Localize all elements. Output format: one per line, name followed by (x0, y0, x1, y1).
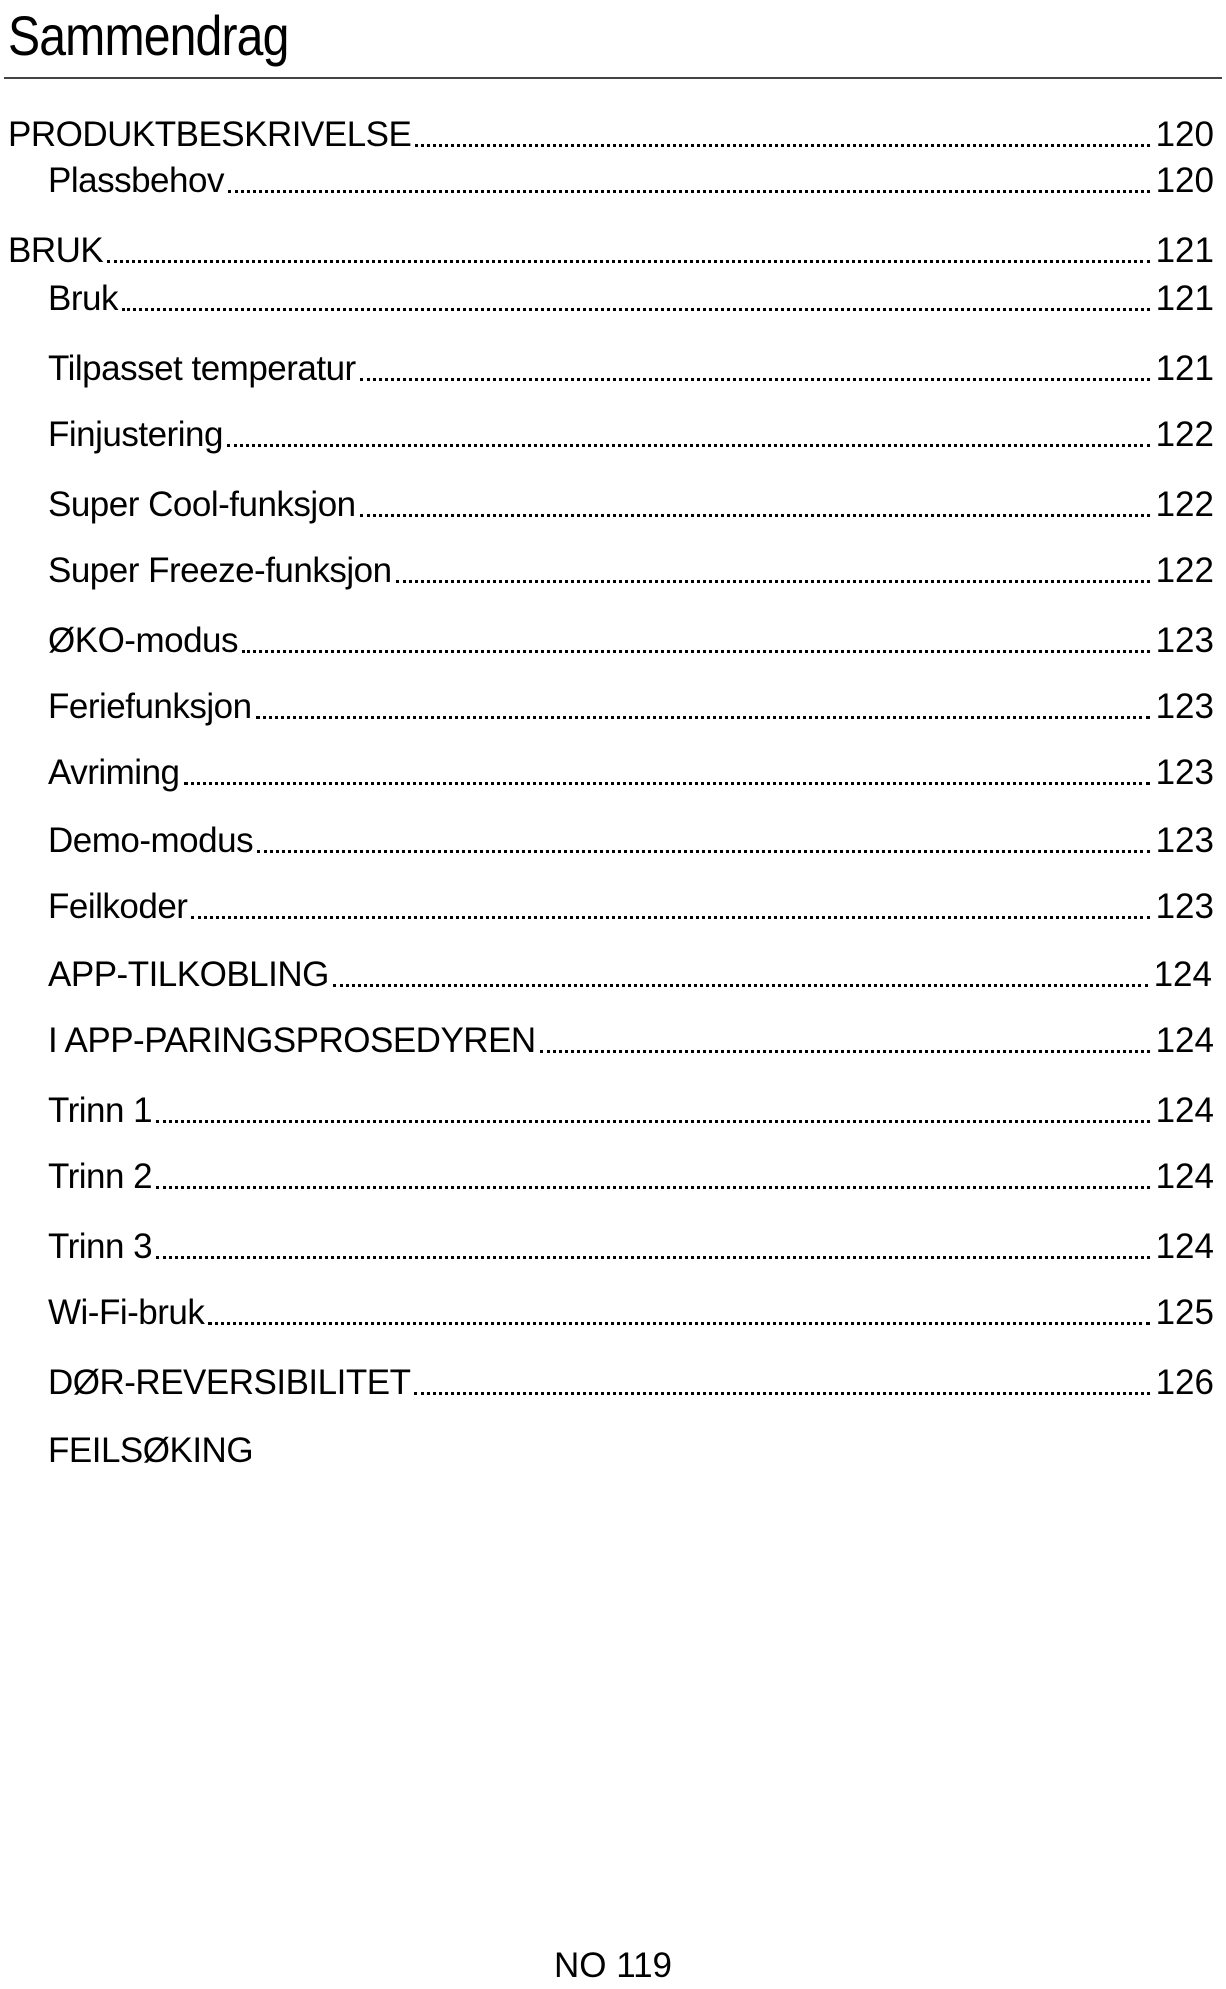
dot-leader (333, 984, 1148, 987)
toc-entry-feilkoder[interactable] (48, 884, 1214, 930)
dot-leader (208, 1322, 1149, 1325)
toc-entry-page: 123 (1155, 821, 1214, 860)
toc-entry-page: 123 (1155, 621, 1214, 660)
toc-entry-tilpasset-temperatur[interactable] (48, 346, 1214, 392)
toc-entry-trinn-3[interactable] (48, 1224, 1214, 1270)
toc-entry-label: Bruk (48, 279, 118, 318)
toc-entry-page: 124 (1153, 955, 1212, 994)
toc-entry-avriming[interactable] (48, 750, 1214, 796)
toc-entry-page: 123 (1155, 887, 1214, 926)
toc-entry-page: 125 (1155, 1293, 1214, 1332)
toc-entry-label: BRUK (8, 231, 104, 270)
toc-entry-label: Super Cool-funksjon (48, 485, 356, 524)
dot-leader (227, 444, 1150, 447)
toc-entry-wi-fi-bruk[interactable] (48, 1290, 1214, 1336)
dot-leader (107, 260, 1149, 263)
toc-entry-label: I APP-PARINGSPROSEDYREN (48, 1021, 536, 1060)
dot-leader (360, 514, 1150, 517)
toc-entry-page: 122 (1155, 551, 1214, 590)
toc-entry-label: Feilkoder (48, 887, 188, 926)
dot-leader (540, 1050, 1150, 1053)
toc-entry-bruk[interactable] (48, 276, 1214, 322)
toc-entry-page: 124 (1155, 1157, 1214, 1196)
toc-entry-label: Plassbehov (48, 161, 224, 200)
dot-leader (156, 1256, 1149, 1259)
toc-entry-label: Demo-modus (48, 821, 254, 860)
toc-entry-dor-reversibilitet[interactable] (48, 1360, 1214, 1406)
toc-entry-label: Wi-Fi-bruk (48, 1293, 205, 1332)
dot-leader (360, 378, 1150, 381)
dot-leader (242, 650, 1150, 653)
toc-entry-label: Tilpasset temperatur (48, 349, 356, 388)
dot-leader (156, 1186, 1149, 1189)
toc-entry-page: 121 (1155, 231, 1214, 270)
dot-leader (191, 916, 1149, 919)
toc-entry-app-tilkobling[interactable] (48, 952, 1212, 998)
toc-entry-plassbehov[interactable] (48, 158, 1214, 204)
toc-entry-demo-modus[interactable] (48, 818, 1214, 864)
toc-entry-label: Trinn 3 (48, 1227, 153, 1266)
toc-entry-page: 122 (1155, 415, 1214, 454)
toc-entry-page: 120 (1155, 115, 1214, 154)
toc-entry-page: 121 (1155, 279, 1214, 318)
toc-entry-page: 124 (1155, 1091, 1214, 1130)
toc-entry-label: PRODUKTBESKRIVELSE (8, 115, 412, 154)
toc-entry-label: ØKO-modus (48, 621, 238, 660)
toc-entry-trinn-2[interactable] (48, 1154, 1214, 1200)
toc-entry-page: 123 (1155, 753, 1214, 792)
toc-entry-bruk-section[interactable] (8, 228, 1214, 274)
dot-leader (414, 1392, 1149, 1395)
dot-leader (415, 144, 1149, 147)
toc-entry-label: Trinn 2 (48, 1157, 153, 1196)
page-title: Sammendrag (8, 4, 289, 67)
title-divider (4, 77, 1222, 79)
toc-entry-feilsoking[interactable] (48, 1428, 1214, 1474)
toc-entry-label: DØR-REVERSIBILITET (48, 1363, 411, 1402)
toc-entry-super-freeze[interactable] (48, 548, 1214, 594)
toc-entry-page: 123 (1155, 687, 1214, 726)
toc-entry-label: Super Freeze-funksjon (48, 551, 392, 590)
toc-entry-app-paringsprosedyren[interactable] (48, 1018, 1214, 1064)
toc-entry-page: 124 (1155, 1021, 1214, 1060)
toc-entry-label: APP-TILKOBLING (48, 955, 329, 994)
toc-entry-label: Avriming (48, 753, 180, 792)
toc-entry-trinn-1[interactable] (48, 1088, 1214, 1134)
toc-entry-label: Feriefunksjon (48, 687, 252, 726)
toc-entry-produktbeskrivelse[interactable] (8, 112, 1214, 158)
toc-entry-page: 120 (1155, 161, 1214, 200)
toc-entry-label: Trinn 1 (48, 1091, 153, 1130)
toc-entry-finjustering[interactable] (48, 412, 1214, 458)
toc-entry-page: 121 (1155, 349, 1214, 388)
toc-entry-page: 124 (1155, 1227, 1214, 1266)
dot-leader (396, 580, 1150, 583)
dot-leader (256, 716, 1150, 719)
dot-leader (228, 190, 1150, 193)
toc-entry-feriefunksjon[interactable] (48, 684, 1214, 730)
dot-leader (184, 782, 1150, 785)
dot-leader (257, 850, 1150, 853)
toc-entry-label: FEILSØKING (48, 1431, 254, 1470)
dot-leader (122, 308, 1150, 311)
toc-entry-page: 126 (1155, 1363, 1214, 1402)
toc-entry-page: 122 (1155, 485, 1214, 524)
toc-entry-label: Finjustering (48, 415, 223, 454)
toc-entry-oko-modus[interactable] (48, 618, 1214, 664)
toc-entry-super-cool[interactable] (48, 482, 1214, 528)
page-number-footer: NO 119 (553, 1946, 673, 1985)
dot-leader (156, 1120, 1149, 1123)
